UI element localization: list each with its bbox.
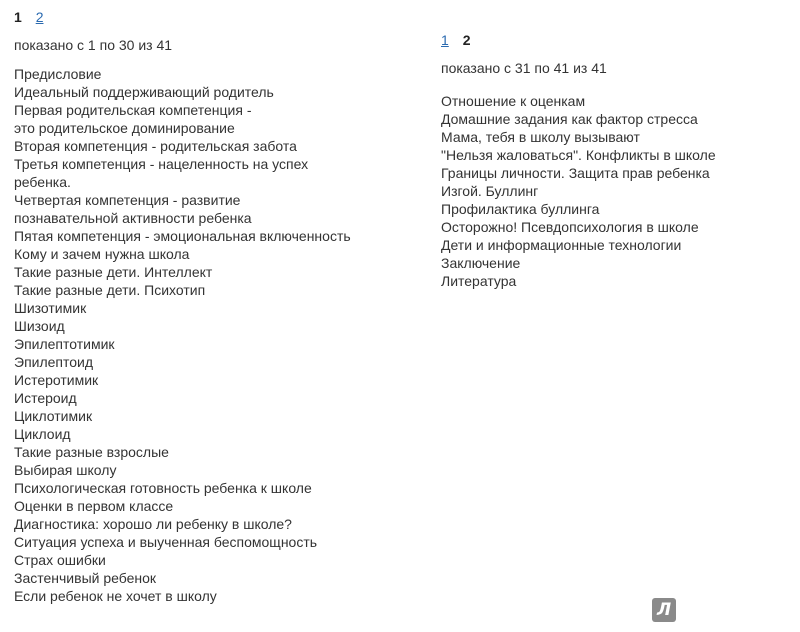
- toc-item: Идеальный поддерживающий родитель: [14, 84, 274, 100]
- page-1-link[interactable]: 1: [441, 32, 449, 48]
- toc-item: Психологическая готовность ребенка к школе: [14, 480, 312, 496]
- toc-item: Застенчивый ребенок: [14, 570, 157, 586]
- toc-item: Предисловие: [14, 66, 102, 82]
- toc-item: "Нельзя жаловаться". Конфликты в школе: [441, 147, 716, 163]
- toc-item: Оценки в первом классе: [14, 498, 174, 514]
- toc-item: Выбирая школу: [14, 462, 117, 478]
- toc-column-right: [441, 31, 791, 290]
- toc-item: Если ребенок не хочет в школу: [14, 588, 217, 604]
- toc-item: Первая родительская компетенция -: [14, 102, 252, 118]
- toc-item: Литература: [441, 273, 517, 289]
- toc-item: Пятая компетенция - эмоциональная включенность: [14, 228, 351, 244]
- shown-range-text: показано с 1 по 30 из 41: [14, 37, 173, 53]
- toc-item: Ситуация успеха и выученная беспомощность: [14, 534, 318, 550]
- page-2-link[interactable]: 2: [35, 9, 44, 25]
- toc-item: Вторая компетенция - родительская забота: [14, 138, 297, 154]
- toc-item: Эпилептоид: [14, 354, 94, 370]
- toc-item: Диагностика: хорошо ли ребенку в школе?: [14, 516, 292, 532]
- toc-item: Истеротимик: [14, 372, 99, 388]
- toc-item: Заключение: [441, 255, 521, 271]
- toc-item: ребенка.: [14, 174, 71, 190]
- toc-item: Такие разные дети. Интеллект: [14, 264, 213, 280]
- toc-item: Отношение к оценкам: [441, 93, 586, 109]
- toc-item: Истероид: [14, 390, 77, 406]
- labirint-logo-icon: Л: [652, 598, 676, 622]
- pagination: [14, 8, 424, 26]
- toc-item: Шизотимик: [14, 300, 87, 316]
- table-of-contents-list: [14, 65, 424, 605]
- toc-item: Мама, тебя в школу вызывают: [441, 129, 640, 145]
- toc-item: Кому и зачем нужна школа: [14, 246, 190, 262]
- toc-item: Осторожно! Псевдопсихология в школе: [441, 219, 699, 235]
- toc-item: Профилактика буллинга: [441, 201, 600, 217]
- toc-item: Границы личности. Защита прав ребенка: [441, 165, 710, 181]
- toc-item: Страх ошибки: [14, 552, 106, 568]
- toc-item: Третья компетенция - нацеленность на успех: [14, 156, 309, 172]
- toc-item: Дети и информационные технологии: [441, 237, 682, 253]
- toc-item: познавательной активности ребенка: [14, 210, 252, 226]
- toc-item: Такие разные взрослые: [14, 444, 169, 460]
- toc-item: Четвертая компетенция - развитие: [14, 192, 241, 208]
- toc-item: Эпилептотимик: [14, 336, 115, 352]
- toc-item: Циклотимик: [14, 408, 93, 424]
- page-1-current: 1: [14, 9, 22, 25]
- toc-item: Изгой. Буллинг: [441, 183, 539, 199]
- toc-item: это родительское доминирование: [14, 120, 235, 136]
- table-of-contents-list: [441, 92, 791, 290]
- page-2-current: 2: [462, 32, 471, 48]
- toc-item: Такие разные дети. Психотип: [14, 282, 206, 298]
- toc-item: Шизоид: [14, 318, 65, 334]
- toc-column-left: [14, 8, 424, 605]
- toc-item: Домашние задания как фактор стресса: [441, 111, 698, 127]
- toc-item: Циклоид: [14, 426, 71, 442]
- pagination: [441, 31, 791, 49]
- shown-range-text: показано с 31 по 41 из 41: [441, 60, 607, 76]
